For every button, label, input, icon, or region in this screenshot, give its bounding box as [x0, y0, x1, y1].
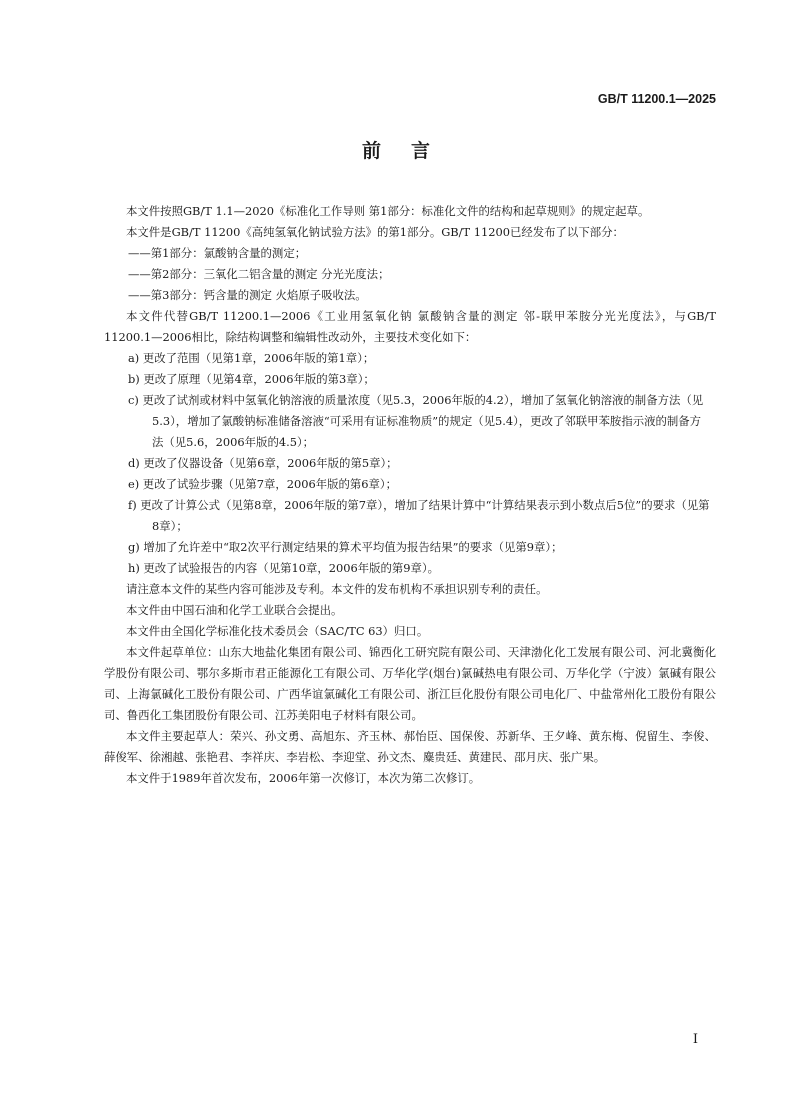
- change-list-item: b) 更改了原理（见第4章，2006年版的第3章）；: [128, 372, 375, 386]
- committee-paragraph: 本文件由全国化学标准化技术委员会（SAC/TC 63）归口。: [126, 624, 429, 638]
- part-list-item: ——第1部分：氯酸钠含量的测定；: [128, 246, 307, 260]
- drafting-units-paragraph: 本文件起草单位：山东大地盐化集团有限公司、锦西化工研究院有限公司、天津渤化化工发展有限公司、河北冀衡化学股份有限公司、鄂尔多斯市君正能源化工有限公司、万华化学(烟台)氯碱热电有限公司、万华化学（宁波）氯碱有限公司、上海氯碱化工股份有限公司、广西华谊氯碱化工有限公司、浙江巨化股份有限公司电化厂、中盐常州化工股份有限公司、鲁西化工集团股份有限公司、江苏美阳电子材料有限公司。: [104, 645, 716, 722]
- intro-paragraph: 本文件按照GB/T 1.1—2020《标准化工作导则 第1部分：标准化文件的结构和起草规则》的规定起草。: [126, 204, 650, 218]
- proposer-paragraph: 本文件由中国石油和化学工业联合会提出。: [126, 603, 343, 617]
- change-list-item: d) 更改了仪器设备（见第6章，2006年版的第5章）；: [128, 456, 398, 470]
- patent-notice: 请注意本文件的某些内容可能涉及专利。本文件的发布机构不承担识别专利的责任。: [126, 582, 548, 596]
- history-paragraph: 本文件于1989年首次发布，2006年第一次修订，本次为第二次修订。: [126, 771, 481, 785]
- part-list-item: ——第2部分：三氧化二铝含量的测定 分光光度法；: [128, 267, 390, 281]
- drafters-paragraph: 本文件主要起草人：荣兴、孙文勇、高旭东、齐玉林、郝怡臣、国保俊、苏新华、王夕峰、黄东梅、倪留生、李俊、薛俊军、徐湘越、张艳君、李祥庆、李岩松、李迎堂、孙文杰、麋贵廷、黄建民、邵月庆、张广果。: [104, 729, 716, 764]
- part-list-item: ——第3部分：钙含量的测定 火焰原子吸收法。: [128, 288, 367, 302]
- page-title: 前言: [361, 140, 460, 162]
- replacement-paragraph: 本文件代替GB/T 11200.1—2006《工业用氢氧化钠 氯酸钠含量的测定 邻-联甲苯胺分光光度法》，与GB/T 11200.1—2006相比，除结构调整和编辑性改动外，主要技术变化如下：: [104, 309, 716, 344]
- standard-code: GB/T 11200.1—2025: [597, 92, 716, 106]
- foreword-body: [104, 201, 716, 789]
- intro-paragraph: 本文件是GB/T 11200《高纯氢氧化钠试验方法》的第1部分。GB/T 11200已经发布了以下部分：: [126, 225, 624, 239]
- change-list-item: e) 更改了试验步骤（见第7章，2006年版的第6章）；: [128, 477, 398, 491]
- change-list-item: f) 更改了计算公式（见第8章，2006年版的第7章），增加了结果计算中“计算结果表示到小数点后5位”的要求（见第8章）；: [128, 498, 710, 533]
- change-list-item: g) 增加了允许差中“取2次平行测定结果的算术平均值为报告结果”的要求（见第9章）；: [128, 540, 563, 554]
- change-list-item: c) 更改了试剂或材料中氢氧化钠溶液的质量浓度（见5.3，2006年版的4.2），增加了氢氧化钠溶液的制备方法（见5.3），增加了氯酸钠标准储备溶液“可采用有证标准物质”的规定（见5.4），更改了邻联甲苯胺指示液的制备方法（见5.6，2006年版的4.5）；: [128, 393, 704, 449]
- change-list-item: a) 更改了范围（见第1章，2006年版的第1章）；: [128, 351, 375, 365]
- change-list-item: h) 更改了试验报告的内容（见第10章，2006年版的第9章）。: [128, 561, 440, 575]
- page-number: I: [692, 1032, 698, 1047]
